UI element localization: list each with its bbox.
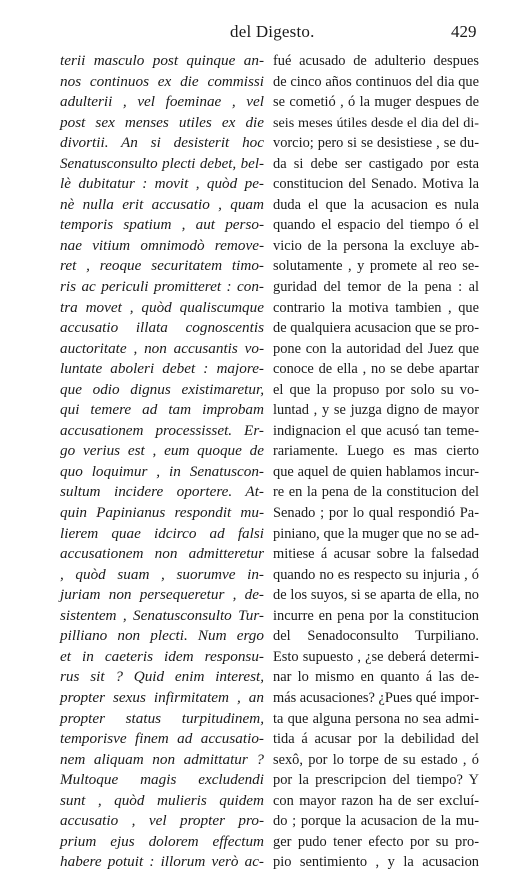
spanish-text-line: indignacion el que acusó tan teme- xyxy=(273,422,479,439)
latin-text-line: post sex menses utiles ex die xyxy=(60,113,264,131)
spanish-text-line: pio sentimiento , y la acusacion xyxy=(273,854,479,871)
latin-text-line: go verius est , eum quoque de xyxy=(60,442,264,460)
latin-text-line: que odio dignus existimaretur, xyxy=(60,380,264,398)
latin-text-line: adulterii , vel foeminae , vel xyxy=(60,93,264,111)
latin-text-line: auctoritate , non accusantis vo- xyxy=(60,339,264,357)
spanish-text-line: que aquel de quien hablamos incur- xyxy=(273,463,479,480)
latin-text-line: divortii. An si desisterit hoc xyxy=(60,134,264,152)
spanish-text-line: sexô, por lo torpe de su estado , ó xyxy=(273,751,479,768)
latin-text-line: sultum incidere oportere. At- xyxy=(60,483,264,501)
running-title: del Digesto. xyxy=(230,22,315,41)
spanish-text-line: seis meses útiles desde el dia del di- xyxy=(273,114,479,131)
spanish-text-line: Senado ; por lo qual respondió Pa- xyxy=(273,505,479,522)
spanish-text-line: mitiese á acusar sobre la falsedad xyxy=(273,546,479,563)
latin-text-line: nè nulla erit accusatio , quam xyxy=(60,195,264,213)
latin-text-line: accusationem non admitteretur xyxy=(60,545,264,563)
spanish-text-line: constitucion del Senado. Motiva la xyxy=(273,176,479,193)
latin-text-line: nem aliquam non admittatur ? xyxy=(60,750,264,768)
spanish-text-line: duda el que la acusacion es nula xyxy=(273,196,479,213)
spanish-text-line: pone con la autoridad del Juez que xyxy=(273,340,479,357)
latin-column xyxy=(60,51,264,873)
latin-text-line: juriam non persequeretur , de- xyxy=(60,586,264,604)
latin-text-line: nos continuos ex die commissi xyxy=(60,72,264,90)
latin-text-line: propter sexus infirmitatem , an xyxy=(60,688,264,706)
latin-text-line: accusatio illata cognoscentis xyxy=(60,319,264,337)
spanish-text-line: vorcio; pero si se desistiese , se du- xyxy=(273,135,479,152)
spanish-text-line: rariamente. Luego es mas cierto xyxy=(273,443,479,460)
spanish-text-line: se cometió , ó la muger despues de xyxy=(273,94,479,111)
spanish-text-line: do ; porque la acusacion de la mu- xyxy=(273,813,479,830)
latin-text-line: temporis spatium , aut perso- xyxy=(60,216,264,234)
spanish-text-line: contrario la motiva tambien , que xyxy=(273,299,479,316)
running-head xyxy=(0,22,532,46)
latin-text-line: prium ejus dolorem effectum xyxy=(60,832,264,850)
spanish-text-line: quando el espacio del tiempo ó el xyxy=(273,217,479,234)
latin-text-line: habere potuit : illorum verò ac- xyxy=(60,853,264,871)
spanish-text-line: ger pudo tener efecto por su pro- xyxy=(273,833,479,850)
latin-text-line: nae vitium omnimodò remove- xyxy=(60,236,264,254)
latin-text-line: propter status turpitudinem, xyxy=(60,709,264,727)
latin-text-line: lè dubitatur : movit , quòd pe- xyxy=(60,175,264,193)
spanish-text-line: guridad del temor de la pena : al xyxy=(273,279,479,296)
spanish-text-line: ta que alguna persona no sea admi- xyxy=(273,710,479,727)
latin-text-line: ret , reoque securitatem timo- xyxy=(60,257,264,275)
latin-text-line: et in caeteris idem responsu- xyxy=(60,647,264,665)
latin-text-line: sistentem , Senatusconsulto Tur- xyxy=(60,606,264,624)
latin-text-line: temporisve finem ad accusatio- xyxy=(60,730,264,748)
spanish-text-line: por la prescripcion del tiempo? Y xyxy=(273,772,479,789)
latin-text-line: pilliano non plecti. Num ergo xyxy=(60,627,264,645)
spanish-text-line: quando no es respecto su injuria , ó xyxy=(273,566,479,583)
latin-text-line: accusatio , vel propter pro- xyxy=(60,812,264,830)
spanish-text-line: nar lo mismo en quanto á las de- xyxy=(273,669,479,686)
spanish-text-line: más acusaciones? ¿Pues qué impor- xyxy=(273,689,479,706)
latin-text-line: qui temere ad tam improbam xyxy=(60,401,264,419)
spanish-text-line: da si debe ser castigado por esta xyxy=(273,155,479,172)
spanish-text-line: solutamente , y promete al reo se- xyxy=(273,258,479,275)
spanish-text-line: del Senadoconsulto Turpiliano. xyxy=(273,628,479,645)
spanish-text-line: con mayor razon ha de ser excluí- xyxy=(273,792,479,809)
spanish-text-line: incurre en pena por la constitucion xyxy=(273,607,479,624)
spanish-text-line: re en la pena de la constitucion del xyxy=(273,484,479,501)
spanish-text-line: de los suyos, si se aparta de ella, no xyxy=(273,587,479,604)
spanish-text-line: de qualquiera acusacion que se pro- xyxy=(273,320,479,337)
latin-text-line: sunt , quòd mulieris quidem xyxy=(60,791,264,809)
latin-text-line: lierem quae idcirco ad falsi xyxy=(60,524,264,542)
latin-text-line: quin Papinianus respondit mu- xyxy=(60,504,264,522)
latin-text-line: Multoque magis excludendi xyxy=(60,771,264,789)
latin-text-line: accusationem processisset. Er- xyxy=(60,421,264,439)
latin-text-line: tra movet , quòd qualiscumque xyxy=(60,298,264,316)
latin-text-line: luntate aboleri debet : majore- xyxy=(60,360,264,378)
latin-text-line: terii masculo post quinque an- xyxy=(60,52,264,69)
spanish-text-line: tida á acusar por la debilidad del xyxy=(273,731,479,748)
spanish-text-line: fué acusado de adulterio despues xyxy=(273,53,479,69)
column-gutter xyxy=(267,55,268,780)
spanish-text-line: luntad , y se juzga digno de mayor xyxy=(273,402,479,419)
latin-text-line: rus sit ? Quid enim interest, xyxy=(60,668,264,686)
spanish-text-line: conoce de ella , no se debe apartar xyxy=(273,361,479,378)
spanish-text-line: el que la propuso por solo su vo- xyxy=(273,381,479,398)
spanish-text-line: vicio de la persona la excluye ab- xyxy=(273,237,479,254)
spanish-text-line: piniano, que la muger que no se ad- xyxy=(273,525,479,542)
page-number: 429 xyxy=(451,22,477,41)
spanish-text-line: de cinco años continuos del dia que xyxy=(273,73,479,90)
latin-text-line: , quòd suam , suorumve in- xyxy=(60,565,264,583)
latin-text-line: ris ac periculi promitteret : con- xyxy=(60,278,264,296)
spanish-text-line: Esto supuesto , ¿se deberá determi- xyxy=(273,648,479,665)
latin-text-line: Senatusconsulto plecti debet, bel- xyxy=(60,155,264,172)
spanish-column xyxy=(273,51,479,873)
latin-text-line: quo loquimur , in Senatuscon- xyxy=(60,462,264,480)
